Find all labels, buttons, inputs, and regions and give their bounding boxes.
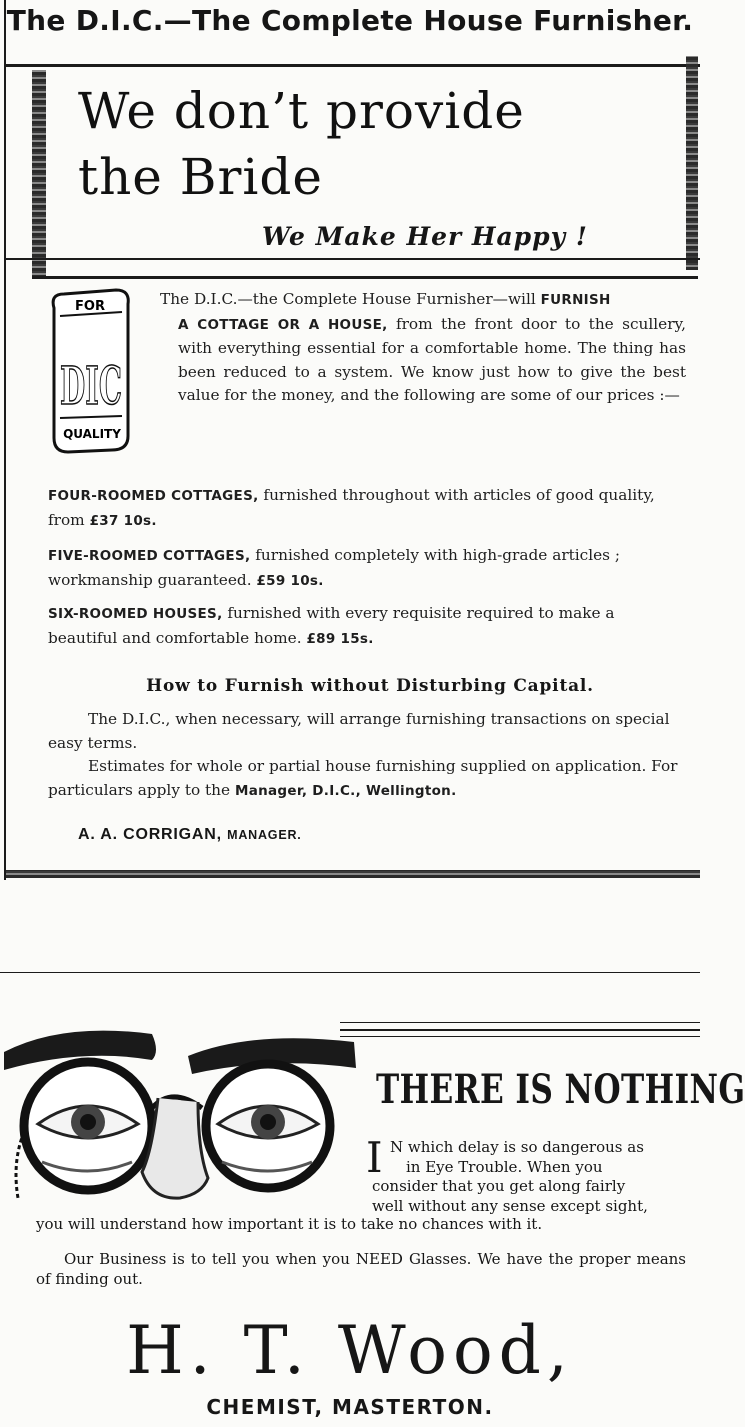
ad-separator-rule: [0, 972, 700, 973]
business-paragraph: [36, 1249, 686, 1289]
intro-cottage-house: A COTTAGE OR A HOUSE,: [178, 316, 388, 333]
eye-line-2: in Eye Trouble. When you: [406, 1157, 603, 1176]
price-item-text: furnished with every requisite required to make a beautiful and comfortable home.: [48, 604, 615, 647]
bride-slogan: [78, 78, 525, 210]
estimates-paragraph: [48, 755, 688, 803]
dic-bottom-rule: [6, 870, 700, 878]
headline-rule-2: [340, 1029, 700, 1031]
eye-trouble-paragraph: [372, 1138, 686, 1216]
manager-name: A. A. CORRIGAN,: [78, 826, 228, 843]
headline-rule-3: [340, 1036, 700, 1037]
chemist-masterton: CHEMIST, MASTERTON.: [206, 1395, 494, 1419]
dic-quality-logo: [44, 286, 136, 454]
price-item-text: furnished throughout with articles of good quality, from: [48, 486, 655, 529]
header-rule: [6, 64, 700, 67]
intro-furnish: FURNISH: [540, 292, 611, 308]
left-border-rule: [4, 0, 6, 880]
price-item-label: SIX-ROOMED HOUSES,: [48, 606, 223, 622]
price-item-text: furnished completely with high-grade articles ; workmanship guaranteed.: [48, 546, 621, 589]
price-item-label: FOUR-ROOMED COTTAGES,: [48, 488, 259, 504]
intro-paragraph: [160, 288, 686, 408]
intro-continuation: [160, 313, 686, 408]
price-item-price: £59 10s.: [256, 572, 324, 589]
terms-paragraph: The D.I.C., when necessary, will arrange furnishing transactions on special easy terms.: [48, 710, 670, 752]
capital-heading: How to Furnish without Disturbing Capital.: [146, 676, 594, 696]
eye-line-4: well without any sense except sight,: [372, 1196, 648, 1215]
section-rule: [6, 258, 700, 260]
estimates-lead: Estimates for whole or partial house furnishing supplied on application. For particulars apply to the: [48, 757, 678, 799]
drop-cap-i: I: [366, 1133, 383, 1182]
price-item-price: £89 15s.: [306, 630, 374, 647]
terms-block: [48, 708, 688, 803]
slogan-box-right-edge: [686, 56, 698, 270]
logo-for-text: FOR: [75, 299, 105, 314]
price-item-four-roomed: [48, 484, 686, 533]
eye-line-3: consider that you get along fairly: [372, 1177, 626, 1195]
bride-slogan-line-2: the Bride: [78, 148, 324, 206]
price-item-price: £37 10s.: [89, 512, 157, 529]
spectacles-illustration: [2, 1012, 364, 1202]
price-item-six-roomed: [48, 602, 686, 651]
intro-lead: The D.I.C.—the Complete House Furnisher—will: [160, 290, 541, 308]
estimates-contact: Manager, D.I.C., Wellington.: [234, 782, 457, 799]
dic-header: The D.I.C.—The Complete House Furnisher.: [6, 4, 694, 37]
slogan-box-left-edge: [32, 70, 46, 278]
eye-line-last: you will understand how important it is to take no chances with it.: [36, 1215, 543, 1233]
logo-quality-text: QUALITY: [63, 427, 121, 441]
price-item-five-roomed: [48, 544, 686, 593]
business-text: Our Business is to tell you when you NEED Glasses. We have the proper means of finding out.: [36, 1250, 686, 1288]
eye-line-1: N which delay is so dangerous as: [390, 1138, 644, 1156]
wood-name: H. T. Wood,: [126, 1312, 574, 1389]
slogan-box-bottom-rule: [32, 276, 698, 279]
nothing-headline: THERE IS NOTHING: [376, 1066, 745, 1113]
intro-rest: from the front door to the scullery, with everything essential for a comfortable home. The thing has been reduced to a system. We know just how to give the best value for the money, and the following are some of our prices :—: [178, 314, 686, 404]
headline-rule-1: [340, 1022, 700, 1023]
bride-slogan-line-1: We don’t provide: [78, 82, 525, 140]
manager-signature: [78, 826, 302, 844]
happy-tagline: We Make Her Happy !: [262, 222, 588, 251]
logo-dic-letters: DIC: [60, 356, 122, 417]
manager-title: MANAGER.: [227, 828, 302, 842]
price-item-label: FIVE-ROOMED COTTAGES,: [48, 548, 251, 564]
